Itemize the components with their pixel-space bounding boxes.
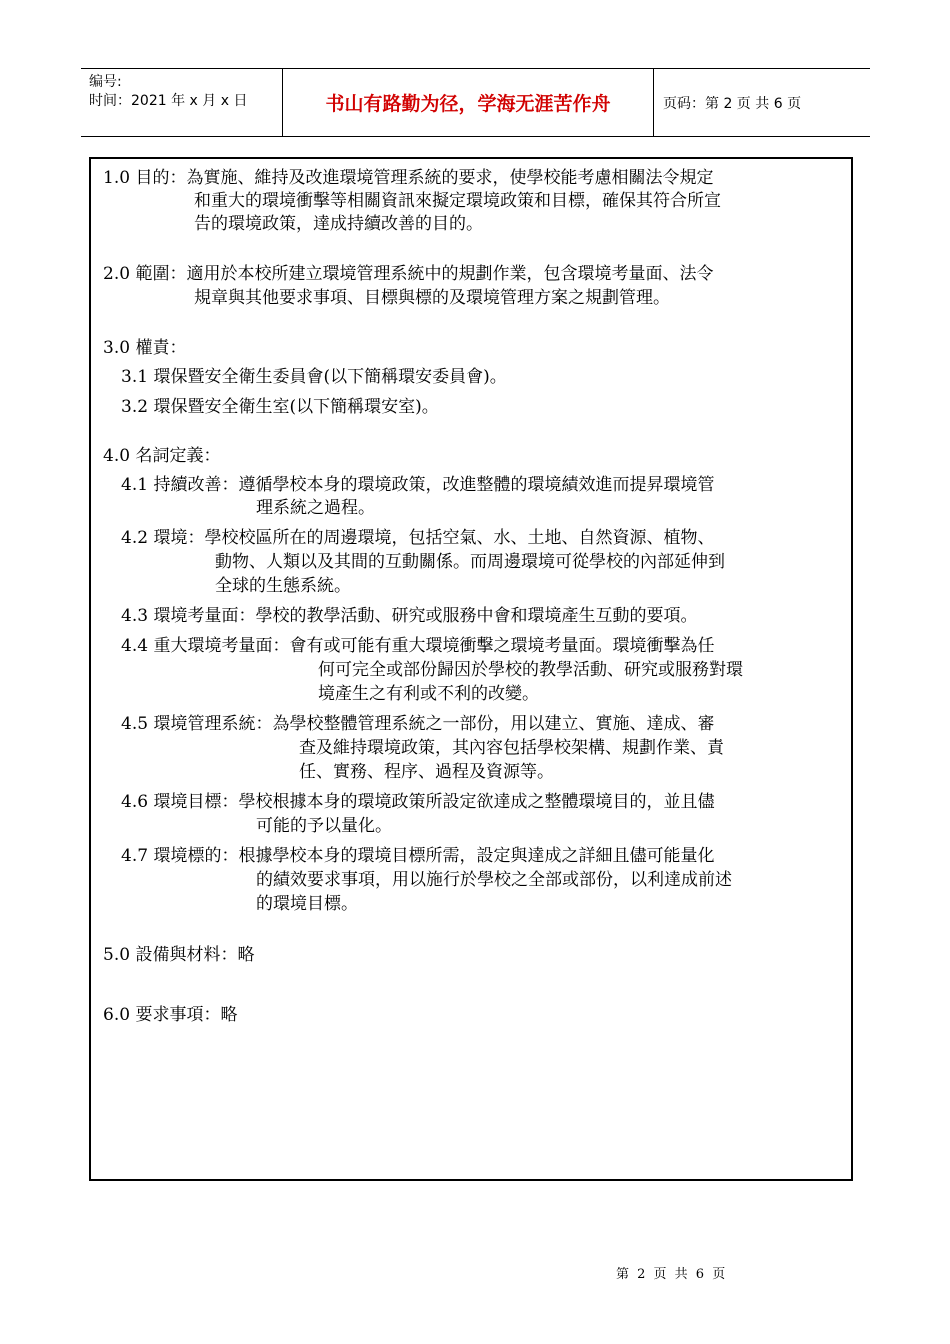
- definition-line: 任、實務、程序、過程及資源等。: [299, 762, 554, 782]
- definition-line: 4.3 環境考量面：學校的教學活動、研究或服務中會和環境產生互動的要項。: [121, 606, 698, 626]
- section-purpose-line: 告的環境政策，達成持續改善的目的。: [194, 214, 483, 234]
- definition-line: 4.5 環境管理系統：為學校整體管理系統之一部份，用以建立、實施、達成、審: [121, 714, 715, 734]
- definition-line: 動物、人類以及其間的互動關係。而周邊環境可從學校的內部延伸到: [215, 552, 725, 572]
- footer-page-number: 第 2 页 共 6 页: [616, 1267, 728, 1282]
- header-page-number: 页码：第 2 页 共 6 页: [663, 95, 802, 112]
- document-date: 时间：2021 年 x 月 x 日: [89, 93, 248, 109]
- section-definitions-heading: 4.0 名詞定義：: [103, 446, 221, 466]
- definition-line: 4.7 環境標的：根據學校本身的環境目標所需，設定與達成之詳細且儘可能量化: [121, 846, 715, 866]
- definition-line: 的環境目標。: [256, 894, 358, 914]
- definition-line: 4.1 持續改善：遵循學校本身的環境政策，改進整體的環境績效進而提昇環境管: [121, 475, 715, 495]
- header-meta: [89, 73, 247, 111]
- definition-line: 全球的生態系統。: [215, 576, 351, 596]
- section-responsibility-item: 3.1 環保暨安全衛生委員會(以下簡稱環安委員會)。: [121, 367, 507, 387]
- definition-line: 4.6 環境目標：學校根據本身的環境政策所設定欲達成之整體環境目的，並且儘: [121, 792, 715, 812]
- definition-line: 4.4 重大環境考量面：會有或可能有重大環境衝擊之環境考量面。環境衝擊為任: [121, 636, 715, 656]
- definition-line: 查及維持環境政策，其內容包括學校架構、規劃作業、責: [299, 738, 724, 758]
- section-purpose-line: 和重大的環境衝擊等相關資訊來擬定環境政策和目標，確保其符合所宣: [194, 191, 721, 211]
- definition-line: 的績效要求事項，用以施行於學校之全部或部份，以利達成前述: [256, 870, 732, 890]
- document-number: 编号:: [89, 74, 122, 90]
- section-purpose-line: 1.0 目的：為實施、維持及改進環境管理系統的要求，使學校能考慮相關法令規定: [103, 168, 714, 188]
- section-scope-line: 2.0 範圍：適用於本校所建立環境管理系統中的規劃作業，包含環境考量面、法令: [103, 264, 714, 284]
- definition-line: 理系統之過程。: [256, 498, 375, 518]
- section-responsibility-heading: 3.0 權責：: [103, 338, 187, 358]
- header-divider: [653, 69, 654, 136]
- section-requirements: 6.0 要求事項：略: [103, 1005, 238, 1025]
- page-header: [81, 68, 870, 137]
- section-responsibility-item: 3.2 環保暨安全衛生室(以下簡稱環安室)。: [121, 397, 439, 417]
- definition-line: 何可完全或部份歸因於學校的教學活動、研究或服務對環: [318, 660, 743, 680]
- definition-line: 境產生之有利或不利的改變。: [318, 684, 539, 704]
- definition-line: 可能的予以量化。: [256, 816, 392, 836]
- section-scope-line: 規章與其他要求事項、目標與標的及環境管理方案之規劃管理。: [194, 288, 670, 308]
- section-equipment: 5.0 設備與材料：略: [103, 945, 255, 965]
- definition-line: 4.2 環境：學校校區所在的周邊環境，包括空氣、水、土地、自然資源、植物、: [121, 528, 715, 548]
- header-motto: 书山有路勤为径，学海无涯苦作舟: [325, 93, 611, 115]
